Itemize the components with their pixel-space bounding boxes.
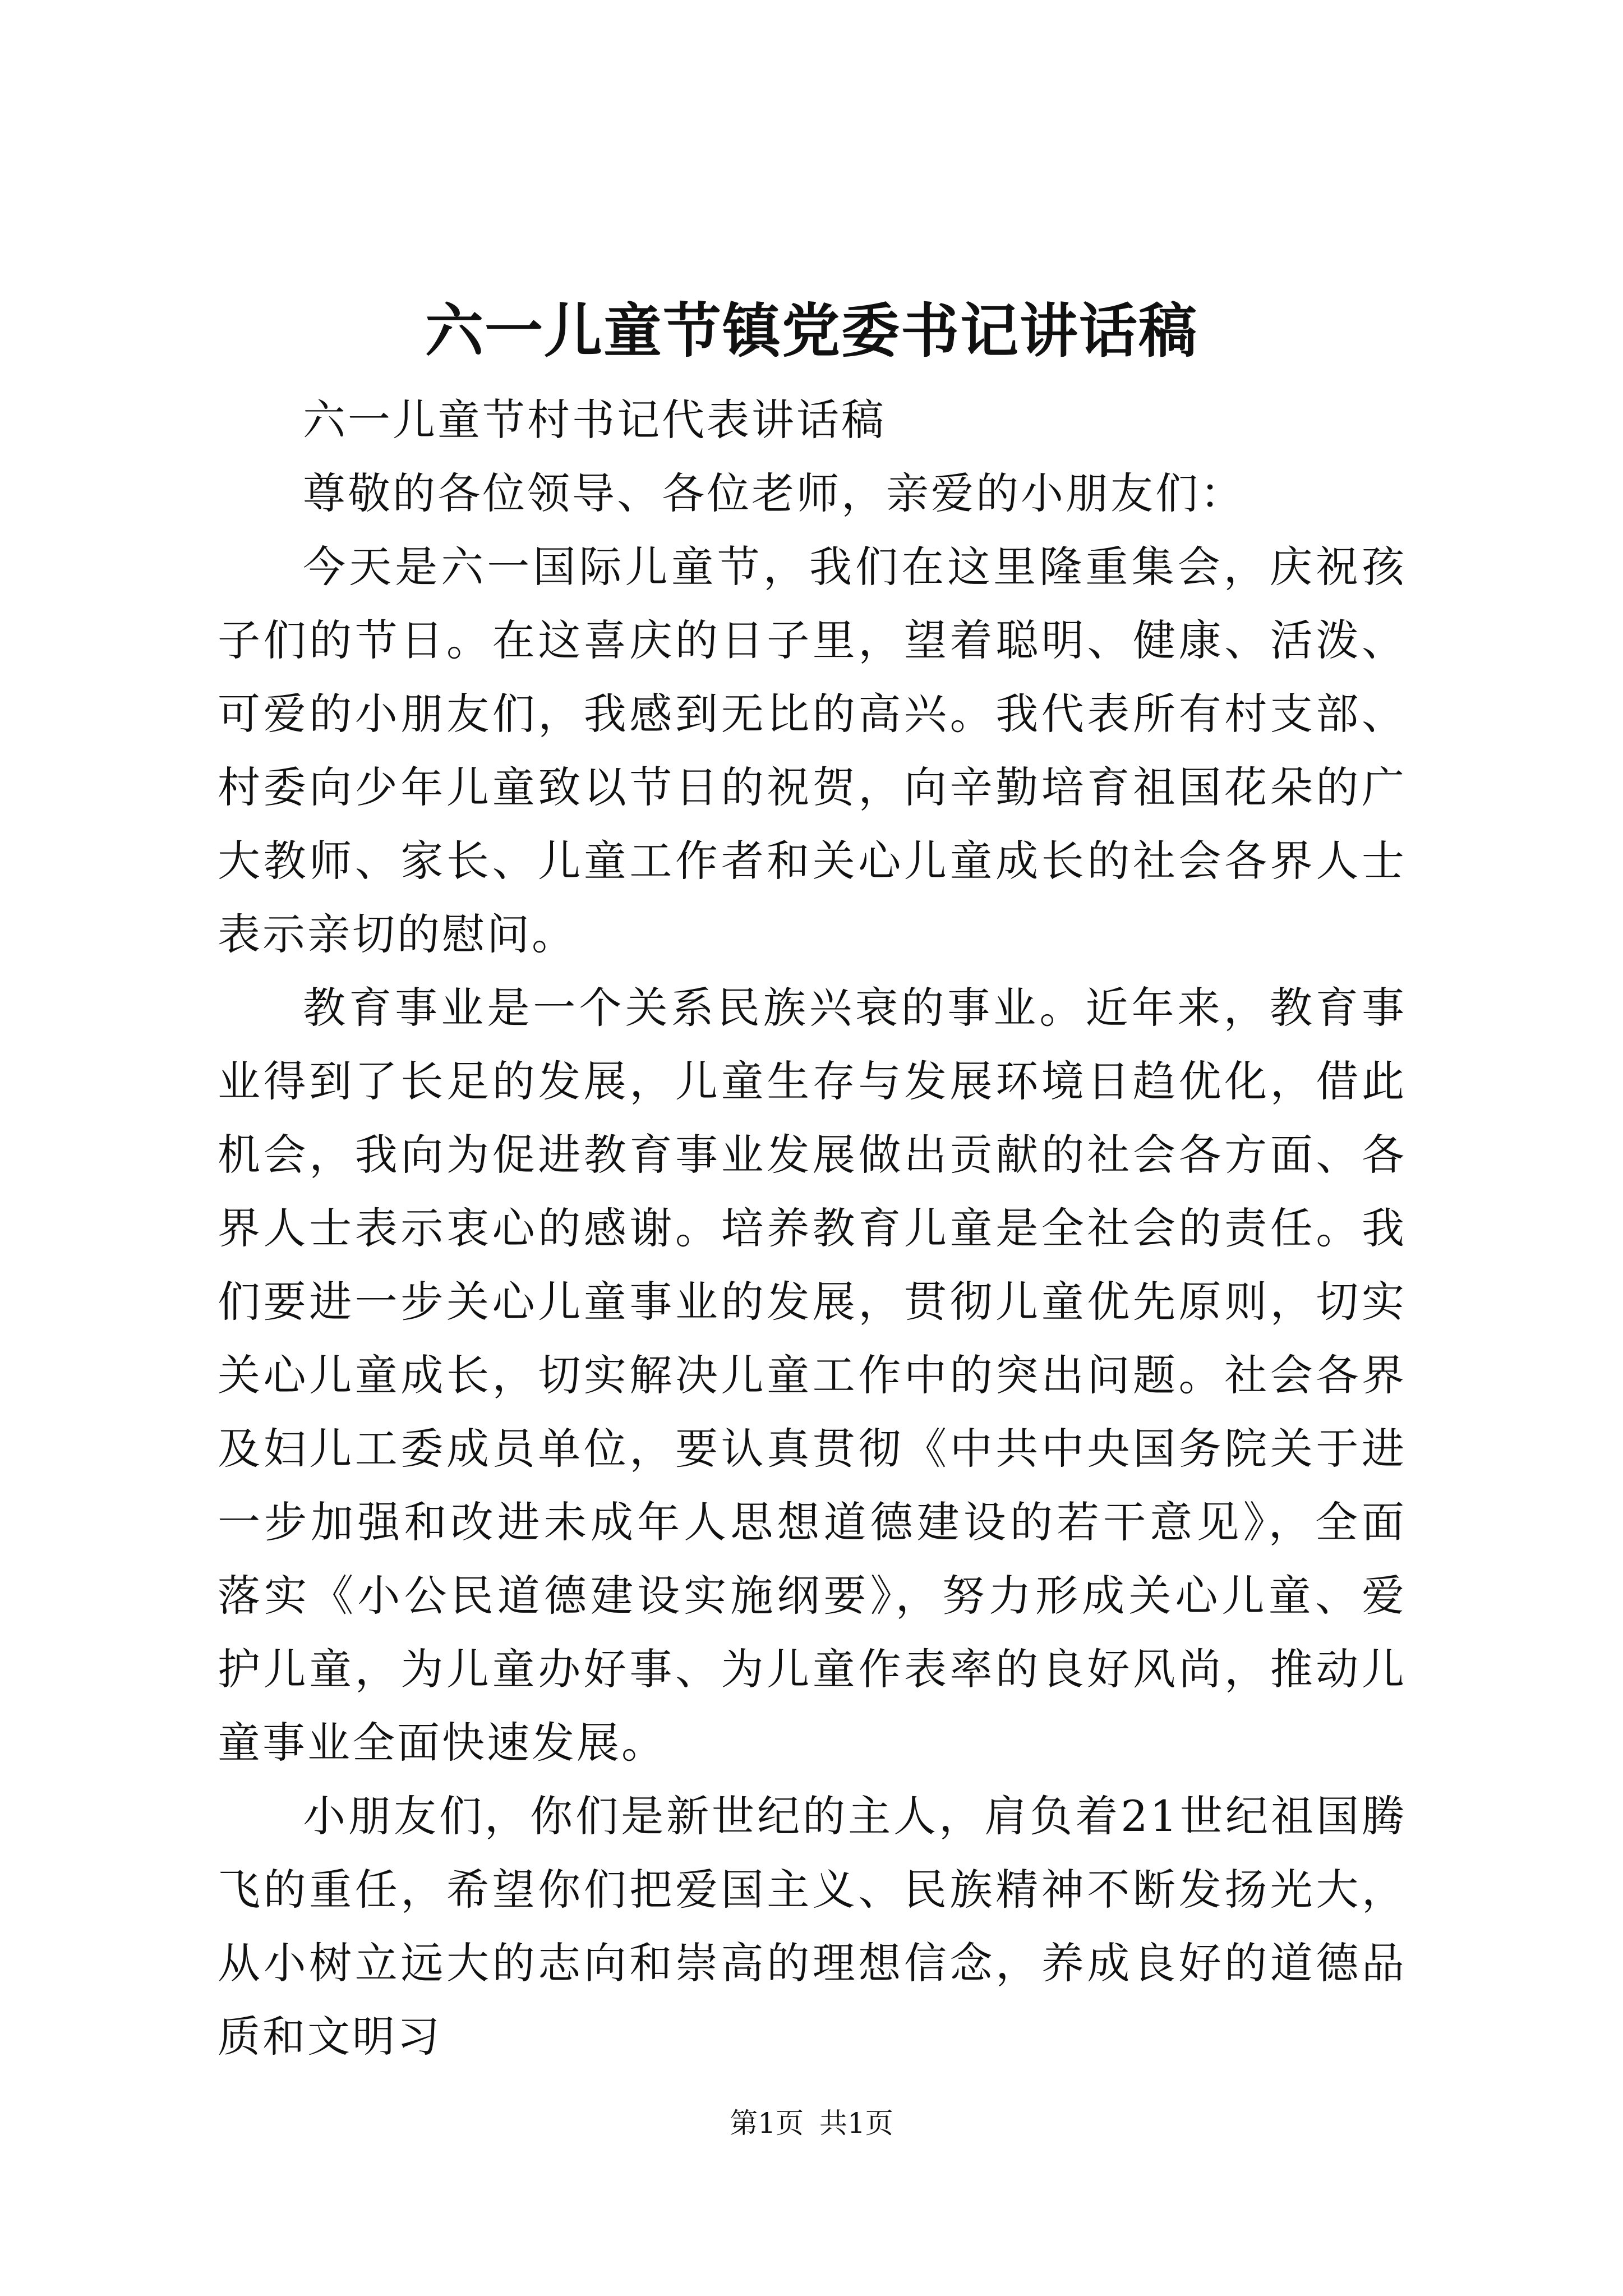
paragraph-children: 小朋友们，你们是新世纪的主人，肩负着21世纪祖国腾飞的重任，希望你们把爱国主义、民族精神不断发扬光大，从小树立远大的志向和崇高的理想信念，养成良好的道德品质和文明习: [218, 1791, 1407, 2062]
page-total: 共1页: [819, 2107, 893, 2139]
page-number: 第1页: [730, 2107, 804, 2139]
paragraph-education: 教育事业是一个关系民族兴衰的事业。近年来，教育事业得到了长足的发展，儿童生存与发展环境日趋优化，借此机会，我向为促进教育事业发展做出贡献的社会各方面、各界人士表示衷心的感谢。培养教育儿童是全社会的责任。我们要进一步关心儿童事业的发展，贯彻儿童优先原则，切实关心儿童成长，切实解决儿童工作中的突出问题。社会各界及妇儿工委成员单位，要认真贯彻《中共中央国务院关于进一步加强和改进未成年人思想道德建设的若干意见》，全面落实《小公民道德建设实施纲要》，努力形成关心儿童、爱护儿童，为儿童办好事、为儿童作表率的良好风尚，推动儿童事业全面快速发展。: [218, 983, 1407, 1768]
paragraph-salutation: 尊敬的各位领导、各位老师，亲爱的小朋友们：: [303, 468, 1245, 518]
document-title: 六一儿童节镇党委书记讲话稿: [425, 296, 1198, 365]
paragraph-subtitle: 六一儿童节村书记代表讲话稿: [303, 395, 886, 445]
document-body: [218, 383, 1407, 2073]
paragraph-opening: 今天是六一国际儿童节，我们在这里隆重集会，庆祝孩子们的节日。在这喜庆的日子里，望着聪明、健康、活泼、可爱的小朋友们，我感到无比的高兴。我代表所有村支部、村委向少年儿童致以节日的祝贺，向辛勤培育祖国花朵的广大教师、家长、儿童工作者和关心儿童成长的社会各界人士表示亲切的慰问。: [218, 542, 1407, 959]
page-footer: [0, 2106, 1623, 2140]
